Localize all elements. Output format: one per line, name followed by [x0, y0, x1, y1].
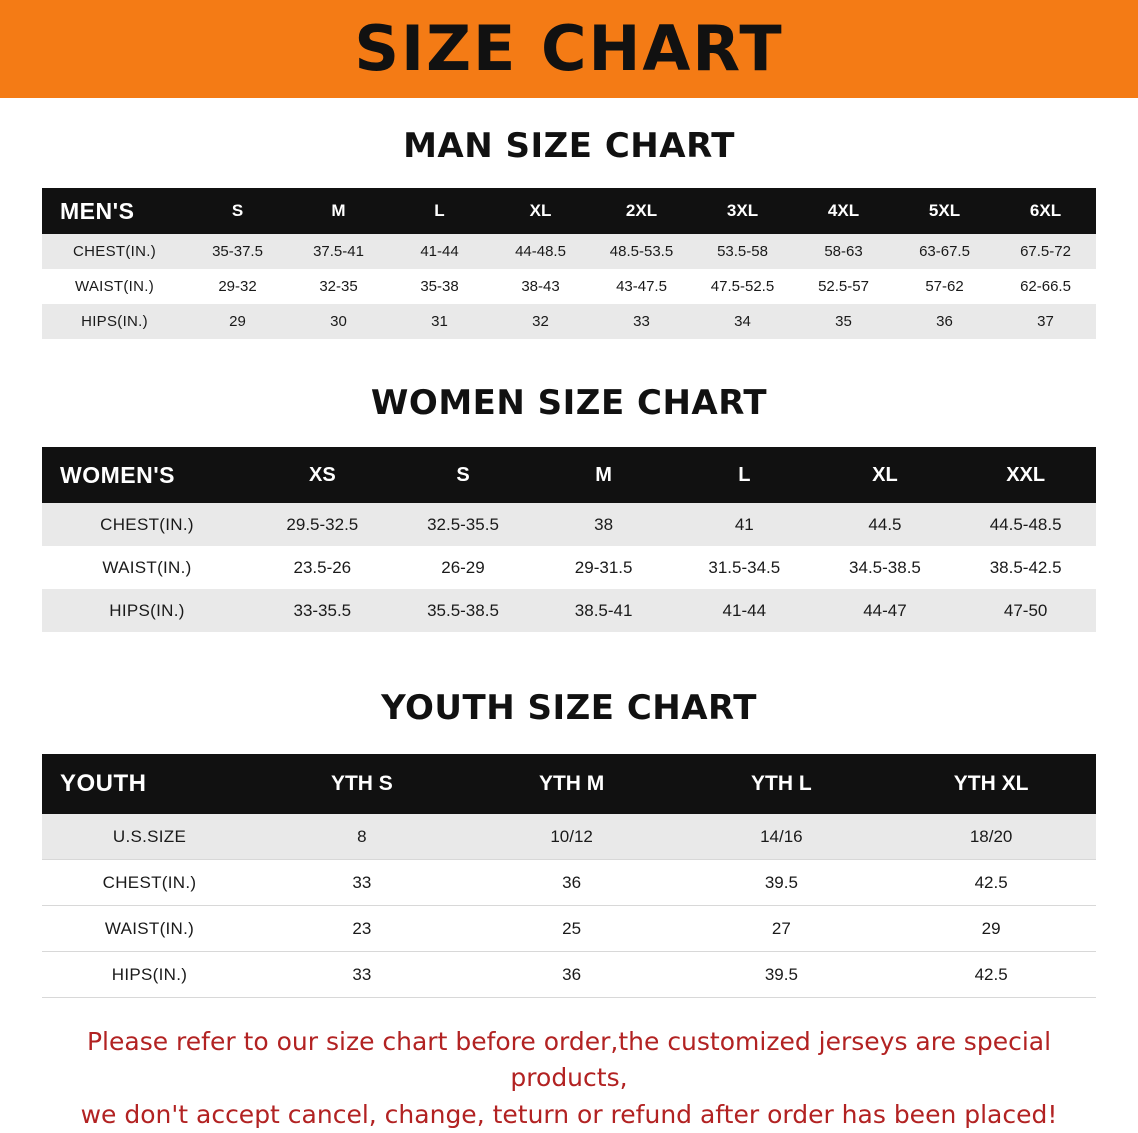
man-table-wrapper — [42, 188, 1096, 339]
man-size-header-m: M — [331, 201, 346, 220]
table-row — [42, 814, 1096, 860]
youth-row-label-ussize: U.S.SIZE — [42, 814, 257, 860]
man-chest-m: 37.5-41 — [313, 243, 364, 260]
youth-chest-xl: 42.5 — [886, 860, 1096, 906]
table-row — [42, 234, 1096, 269]
man-row-label-waist: WAIST(IN.) — [74, 278, 155, 295]
page-title: SIZE CHART — [354, 12, 784, 85]
women-table-header-row — [42, 447, 1096, 503]
man-chest-6xl: 67.5-72 — [1020, 243, 1071, 260]
man-size-header-5xl: 5XL — [928, 201, 961, 220]
man-waist-5xl: 57-62 — [925, 278, 964, 295]
women-waist-s: 26-29 — [441, 557, 485, 577]
table-row — [42, 952, 1096, 998]
man-chest-s: 35-37.5 — [212, 243, 263, 260]
youth-row-label-chest: CHEST(IN.) — [42, 860, 257, 906]
youth-table-header-row — [42, 754, 1096, 814]
women-chest-l: 41 — [734, 514, 754, 534]
man-waist-s: 29-32 — [218, 278, 257, 295]
table-row — [42, 860, 1096, 906]
women-size-header-s: S — [456, 463, 470, 486]
man-section-title: MAN SIZE CHART — [403, 126, 735, 166]
man-size-header-l: L — [434, 201, 445, 220]
man-header-label: MEN'S — [60, 197, 135, 224]
youth-hips-m: 36 — [467, 952, 677, 998]
women-chest-xs: 29.5-32.5 — [286, 514, 359, 534]
women-row-label-chest: CHEST(IN.) — [100, 514, 194, 534]
man-size-header-s: S — [231, 201, 244, 220]
page-banner — [0, 0, 1138, 98]
youth-ussize-s: 8 — [257, 814, 467, 860]
man-size-header-xl: XL — [529, 201, 552, 220]
man-chest-3xl: 53.5-58 — [717, 243, 768, 260]
youth-chest-s: 33 — [257, 860, 467, 906]
youth-ussize-m: 10/12 — [467, 814, 677, 860]
table-row — [42, 589, 1096, 632]
women-hips-s: 35.5-38.5 — [427, 600, 499, 620]
women-chest-m: 38 — [594, 514, 614, 534]
women-size-header-xs: XS — [308, 463, 336, 486]
man-hips-m: 30 — [330, 313, 347, 330]
women-hips-xxl: 47-50 — [1003, 600, 1048, 620]
women-chest-xl: 44.5 — [868, 514, 902, 534]
women-row-label-waist: WAIST(IN.) — [102, 557, 192, 577]
man-waist-xl: 38-43 — [521, 278, 560, 295]
man-table-header-row — [42, 188, 1096, 234]
youth-hips-l: 39.5 — [677, 952, 887, 998]
man-size-table — [42, 188, 1096, 339]
youth-row-label-hips: HIPS(IN.) — [42, 952, 257, 998]
youth-waist-xl: 29 — [886, 906, 1096, 952]
man-chest-2xl: 48.5-53.5 — [609, 243, 674, 260]
man-chest-xl: 44-48.5 — [515, 243, 566, 260]
women-row-label-hips: HIPS(IN.) — [109, 600, 185, 620]
youth-size-table — [42, 754, 1096, 998]
youth-table-wrapper — [42, 754, 1096, 998]
table-row — [42, 304, 1096, 339]
youth-size-header-xl: YTH XL — [953, 772, 1029, 795]
man-hips-s: 29 — [229, 313, 246, 330]
women-waist-xl: 34.5-38.5 — [849, 557, 921, 577]
man-waist-2xl: 43-47.5 — [616, 278, 667, 295]
women-size-header-m: M — [595, 463, 612, 486]
youth-chest-l: 39.5 — [677, 860, 887, 906]
man-size-header-4xl: 4XL — [827, 201, 860, 220]
man-row-label-chest: CHEST(IN.) — [73, 243, 156, 260]
women-hips-m: 38.5-41 — [574, 600, 633, 620]
women-chest-xxl: 44.5-48.5 — [989, 514, 1062, 534]
man-hips-6xl: 37 — [1037, 313, 1054, 330]
man-hips-3xl: 34 — [734, 313, 751, 330]
youth-size-header-s: YTH S — [330, 772, 393, 795]
youth-hips-s: 33 — [257, 952, 467, 998]
man-row-label-hips: HIPS(IN.) — [81, 313, 148, 330]
women-size-header-xxl: XXL — [1006, 463, 1046, 486]
man-chest-l: 41-44 — [420, 243, 459, 260]
women-waist-xs: 23.5-26 — [293, 557, 352, 577]
man-hips-5xl: 36 — [936, 313, 953, 330]
women-size-header-xl: XL — [872, 463, 898, 486]
man-chest-4xl: 58-63 — [824, 243, 863, 260]
youth-size-header-l: YTH L — [751, 772, 812, 795]
youth-row-label-waist: WAIST(IN.) — [42, 906, 257, 952]
youth-header-label: YOUTH — [60, 770, 147, 797]
youth-waist-l: 27 — [677, 906, 887, 952]
man-waist-m: 32-35 — [319, 278, 358, 295]
man-waist-3xl: 47.5-52.5 — [710, 278, 775, 295]
youth-waist-s: 23 — [257, 906, 467, 952]
youth-waist-m: 25 — [467, 906, 677, 952]
man-waist-l: 35-38 — [420, 278, 459, 295]
table-row — [42, 269, 1096, 304]
man-size-header-2xl: 2XL — [625, 201, 658, 220]
women-size-header-l: L — [738, 463, 751, 486]
women-size-table — [42, 447, 1096, 632]
youth-hips-xl: 42.5 — [886, 952, 1096, 998]
youth-chest-m: 36 — [467, 860, 677, 906]
table-row — [42, 906, 1096, 952]
women-hips-l: 41-44 — [722, 600, 767, 620]
disclaimer-note — [40, 1024, 1098, 1133]
man-hips-xl: 32 — [532, 313, 549, 330]
man-hips-4xl: 35 — [835, 313, 852, 330]
youth-section-title: YOUTH SIZE CHART — [381, 688, 757, 728]
table-row — [42, 546, 1096, 589]
women-waist-l: 31.5-34.5 — [708, 557, 781, 577]
disclaimer-line-2: we don't accept cancel, change, teturn or refund after order has been placed! — [80, 1099, 1058, 1129]
table-row — [42, 503, 1096, 546]
youth-ussize-xl: 18/20 — [886, 814, 1096, 860]
man-hips-l: 31 — [431, 313, 448, 330]
women-table-wrapper — [42, 447, 1096, 632]
women-waist-xxl: 38.5-42.5 — [989, 557, 1062, 577]
man-chest-5xl: 63-67.5 — [919, 243, 970, 260]
man-waist-6xl: 62-66.5 — [1020, 278, 1071, 295]
women-waist-m: 29-31.5 — [574, 557, 633, 577]
man-waist-4xl: 52.5-57 — [818, 278, 869, 295]
man-size-header-3xl: 3XL — [726, 201, 759, 220]
youth-size-header-m: YTH M — [538, 772, 605, 795]
man-hips-2xl: 33 — [633, 313, 650, 330]
women-hips-xs: 33-35.5 — [293, 600, 352, 620]
women-hips-xl: 44-47 — [863, 600, 907, 620]
women-header-label: WOMEN'S — [60, 461, 176, 488]
women-section-title: WOMEN SIZE CHART — [370, 383, 768, 423]
man-size-header-6xl: 6XL — [1029, 201, 1062, 220]
women-chest-s: 32.5-35.5 — [427, 514, 499, 534]
youth-ussize-l: 14/16 — [677, 814, 887, 860]
disclaimer-line-1: Please refer to our size chart before order,the customized jerseys are special products, — [86, 1027, 1052, 1093]
